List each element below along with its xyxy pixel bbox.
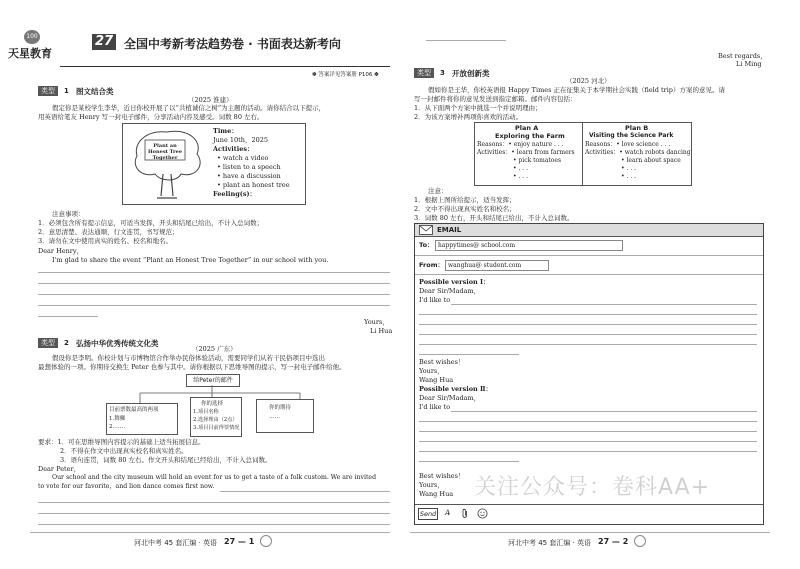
writing-line[interactable] — [419, 324, 757, 325]
writing-line — [426, 40, 506, 41]
info-time-value: June 10th，2025 — [213, 136, 269, 144]
plan-a-activity: • . . . — [513, 173, 528, 180]
type3-intro-line2: 写一封邮件将你的意见发送到指定邮箱。邮件内容包括： — [414, 95, 577, 103]
footer-rule — [30, 532, 390, 533]
type1-intro-line2: 用英语给笔友 Henry 写一封电子邮件，分享活动内容及感受。词数 80 左右。 — [38, 113, 264, 121]
email-to-field[interactable]: happytimes@ school.com — [435, 240, 623, 251]
plan-b-activity: Activities：• watch robots dancing — [585, 149, 691, 156]
writing-line — [38, 294, 390, 295]
mindmap-right-item: …… — [269, 414, 280, 420]
version2-label: Possible version Ⅱ： — [419, 385, 493, 393]
activity-item: • watch a video — [217, 154, 269, 162]
type2-intro-line1: 假设你是李明。你校计划与市博物馆合作举办民俗体验活动，需要同学们从若干民俗项目中选出 — [52, 354, 325, 362]
font-format-icon[interactable]: A̶ — [445, 509, 451, 517]
type3-intro-line1: 假如你是王华，你校英语报 Happy Times 正在征集关于本学期社会实践（field trip）方案的意见。请 — [428, 86, 725, 94]
writing-line[interactable] — [419, 314, 757, 315]
writing-line[interactable] — [451, 304, 757, 305]
writing-line[interactable] — [419, 451, 757, 452]
info-time-label: Time： — [213, 127, 238, 135]
type2-title: 弘扬中华优秀传统文化类 — [76, 339, 159, 348]
type3-number: 3 — [440, 69, 445, 77]
type1-notes-title: 注意事项： — [52, 210, 85, 218]
type2-body-line2: to vote for our favorite，and lion dance comes first now. — [38, 483, 215, 490]
type3-notes-title: 注意： — [428, 187, 448, 195]
tree-sign-text: Plant an Honest Tree Together — [147, 143, 183, 161]
type3-tag: 类型 — [414, 68, 434, 78]
plan-a-activity: • . . . — [513, 165, 528, 172]
type1-intro-line1: 假定你是某校学生李华，近日你校开展了以“共植诚信之树”为主题的活动。请你结合以下提示， — [52, 104, 326, 112]
type1-number: 1 — [64, 87, 69, 95]
version2-greeting: Dear Sir/Madam， — [419, 394, 481, 402]
info-feeling-label: Feeling(s)： — [213, 190, 257, 198]
plan-b-reasons: Reasons：• love science . . . — [585, 141, 671, 148]
writing-line[interactable] — [419, 441, 757, 442]
type1-source: （2025 淮建） — [188, 96, 233, 104]
plan-a-subtitle: Exploring the Farm — [495, 132, 565, 140]
plans-divider — [582, 123, 583, 185]
plan-a-reasons: Reasons：• enjoy nature . . . — [477, 141, 564, 148]
writing-line[interactable] — [419, 421, 757, 422]
version2-name: Wang Hua — [419, 490, 454, 498]
type2-regards: Best regards， — [718, 52, 767, 60]
email-toolbar-rule — [415, 504, 763, 505]
footer-logo-icon — [634, 535, 646, 547]
type1-tag: 类型 — [38, 86, 58, 96]
version2-yours: Yours， — [419, 481, 444, 489]
send-button[interactable]: Send — [419, 510, 437, 518]
type2-number: 2 — [64, 339, 69, 347]
email-separator — [415, 274, 763, 275]
mindmap-left-node — [106, 403, 178, 435]
mindmap-right-title: 你的期待 — [269, 405, 292, 411]
paperclip-icon[interactable] — [461, 508, 469, 519]
email-header-label: EMAIL — [437, 226, 462, 234]
plan-a-activity: • pick tomatoes — [513, 157, 562, 164]
email-from-label: From： — [419, 261, 444, 269]
version1-greeting: Dear Sir/Madam， — [419, 287, 481, 295]
activity-item: • plant an honest tree — [217, 181, 290, 189]
mindmap-left-item: 2.…… — [109, 424, 126, 430]
envelope-icon — [419, 225, 433, 235]
footer-text: 河北中考 45 套汇编 · 英语 — [134, 539, 218, 547]
logo-text: 天星教育 — [8, 47, 52, 60]
type3-intro-line4: 2．为该方案增补两项你喜欢的活动。 — [414, 113, 523, 121]
type3-note: 3．词数 80 左右，开头和结尾已给出，不计入总词数。 — [414, 214, 574, 222]
type3-title: 开放创新类 — [452, 69, 490, 78]
type2-tag: 类型 — [38, 338, 58, 348]
plan-b-activity: • learn about space — [621, 157, 681, 164]
right-page — [400, 0, 800, 569]
type1-note: 1．必须包含所有提示信息，可适当发挥，开头和结尾已给出，不计入总词数； — [38, 219, 264, 227]
version1-wishes: Best wishes！ — [419, 358, 465, 366]
plan-a-activity: Activities：• learn from farmers — [477, 149, 575, 156]
activity-item: • have a discussion — [217, 172, 281, 180]
mindmap-middle-title: 你的选择 — [201, 401, 224, 407]
writing-line — [38, 524, 390, 525]
type2-greeting: Dear Peter， — [38, 465, 81, 473]
type1-signature: Li Hua — [370, 327, 393, 335]
writing-line — [38, 502, 390, 503]
type1-info-card — [122, 123, 306, 205]
tree-illustration — [127, 126, 207, 202]
writing-line — [38, 513, 390, 514]
writing-line — [38, 283, 390, 284]
email-from-field[interactable]: wanghua@ student.com — [445, 260, 549, 271]
paper-number: 27 — [92, 34, 116, 50]
footer-text: 河北中考 45 套汇编 · 英语 — [508, 539, 592, 547]
type2-body-line1: Our school and the city museum will hold an event for us to get a taste of a folk custom. We are invited — [52, 474, 377, 481]
type2-requirement: 要求：1．可在思维导图内容提示的基础上适当拓展信息。 — [38, 438, 205, 446]
type2-signature: Li Ming — [736, 60, 762, 68]
activity-item: • listen to a speech — [217, 163, 281, 171]
writing-line — [38, 305, 390, 306]
writing-line[interactable] — [419, 431, 757, 432]
writing-line[interactable] — [419, 461, 519, 462]
type2-source: （2025 广东） — [192, 345, 237, 353]
version1-name: Wang Hua — [419, 376, 454, 384]
mindmap-middle-item: 2.选择理由（2点） — [193, 417, 238, 423]
version1-opening: I'd like to — [419, 296, 451, 304]
type1-note: 3．请勿在文中使用真实的姓名、校名和地名。 — [38, 237, 173, 245]
mindmap-middle-item: 3.项目目前得票情况 — [193, 425, 240, 431]
type1-greeting: Dear Henry， — [38, 247, 84, 255]
watermark: 关注公众号：卷科AA+ — [474, 475, 711, 500]
writing-line — [220, 491, 390, 492]
writing-line[interactable] — [419, 334, 757, 335]
email-header-bar — [415, 224, 763, 237]
type3-source: （2025 河北） — [566, 77, 611, 85]
writing-line — [38, 272, 390, 273]
footer-page-number: 27 — 1 — [224, 537, 255, 546]
writing-line[interactable] — [419, 344, 757, 345]
mindmap-left-item: 1.舞狮 — [109, 416, 126, 422]
mindmap-middle-node — [190, 397, 242, 437]
mindmap-left-title: 目前票数最高的两项 — [109, 407, 159, 413]
mindmap-middle-item: 1.项目名称 — [193, 409, 219, 415]
writing-line[interactable] — [419, 354, 519, 355]
footer-rule — [410, 532, 770, 533]
email-to-label: To： — [419, 241, 434, 249]
type2-intro-line2: 最想体验的一项。你期待交换生 Peter 也参与其中。请你根据以下思维导图的提示，写一封电子邮件给他。 — [38, 363, 346, 371]
version2-wishes: Best wishes！ — [419, 472, 465, 480]
footer-logo-icon — [260, 535, 272, 547]
type1-opening: I'm glad to share the event “Plant an Honest Tree Together” in our school with you. — [52, 256, 329, 264]
logo-badge: 100 — [24, 30, 40, 44]
plans-table — [474, 122, 692, 186]
type2-requirement: 2．不得在作文中出现真实校名和真实姓名。 — [60, 447, 188, 455]
version1-yours: Yours， — [419, 367, 444, 375]
type1-closing: Yours， — [364, 318, 389, 326]
version1-label: Possible version Ⅰ： — [419, 278, 490, 286]
plan-b-subtitle: Visiting the Science Park — [589, 132, 674, 139]
type1-note: 2．意思清楚、表达通顺，行文连贯，书写规范； — [38, 228, 179, 236]
type3-intro-line3: 1．从下面两个方案中挑选一个并说明理由； — [414, 104, 542, 112]
plan-b-activity: • . . . — [621, 173, 636, 180]
smiley-icon[interactable] — [477, 508, 488, 519]
version2-opening: I'd like to — [419, 403, 451, 411]
mindmap-root: 给Peter的邮件 — [186, 374, 240, 387]
type2-requirement: 3．语句连贯，词数 80 左右。作文开头和结尾已经给出，不计入总词数。 — [60, 456, 272, 464]
email-separator — [415, 255, 763, 256]
footer-page-number: 27 — 2 — [598, 537, 629, 546]
writing-line[interactable] — [451, 411, 757, 412]
info-activities-label: Activities： — [213, 145, 254, 153]
type3-note: 2．文中不得出现真实姓名和校名； — [414, 205, 516, 213]
type3-note: 1．根据上图所给提示，适当发挥； — [414, 196, 516, 204]
page-title: 全国中考新考法趋势卷 · 书面表达新考向 — [124, 37, 341, 51]
plan-b-title: Plan B — [625, 124, 649, 132]
answer-reference: ✽ 答案详见答案册 P106 ✽ — [312, 72, 379, 78]
mindmap-right-node — [256, 399, 314, 433]
logo — [8, 30, 56, 62]
writing-line — [38, 316, 98, 317]
type1-title: 图文结合类 — [76, 87, 114, 96]
plan-b-activity: • . . . — [621, 165, 636, 172]
header-rule — [60, 66, 390, 67]
plan-a-title: Plan A — [515, 124, 539, 132]
